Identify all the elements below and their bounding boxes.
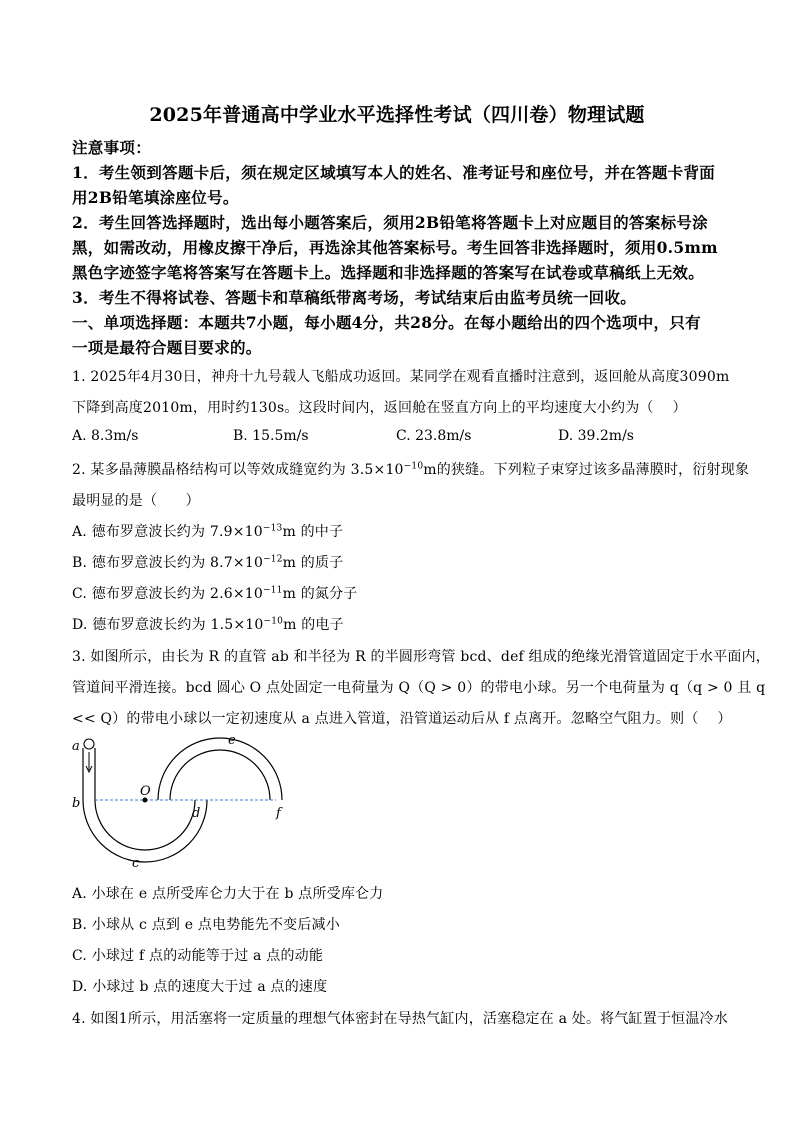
label-d: d <box>192 806 201 821</box>
q2-option-a: A. 德布罗意波长约为 $7.9\times 10^{-13}m$ 的中子 <box>72 523 344 540</box>
q4-stem: 4. 如图1所示，用活塞将一定质量的理想气体密封在导热气缸内，活塞稳定在 a 处。将气缸置于恒温冷水 <box>72 1011 728 1027</box>
pipe-diagram <box>60 728 310 870</box>
label-f: f <box>276 806 281 821</box>
q2-option-d: D. 德布罗意波长约为 $1.5\times 10^{-10}m$ 的电子 <box>72 616 344 633</box>
notice-line: 3．考生不得将试卷、答题卡和草稿纸带离考场，考试结束后由监考员统一回收。 <box>72 288 637 307</box>
q1-stem-cont: 下降到高度2010m，用时约130s。这段时间内，返回舱在竖直方向上的平均速度大小约为（ ） <box>72 400 687 416</box>
q1-option-c: C. 23.8m/s <box>396 428 472 444</box>
q1-option-a: A. 8.3m/s <box>72 428 139 444</box>
section-heading: 一、单项选择题：本题共7小题，每小题4分，共28分。在每小题给出的四个选项中，只有 <box>72 313 701 332</box>
section-heading-cont: 一项是最符合题目要求的。 <box>72 338 262 357</box>
q3-option-c: C. 小球过 f 点的动能等于过 a 点的动能 <box>72 948 324 964</box>
notice-heading: 注意事项： <box>72 138 152 157</box>
notice-line: 黑，如需改动，用橡皮擦干净后，再选涂其他答案标号。考生回答非选择题时，须用0.5mm <box>72 238 718 257</box>
notice-line: 1．考生领到答题卡后，须在规定区域填写本人的姓名、准考证号和座位号，并在答题卡背面 <box>72 163 716 182</box>
notice-line: 黑色字迹签字笔将答案写在答题卡上。选择题和非选择题的答案写在试卷或草稿纸上无效。 <box>72 263 705 282</box>
q1-option-b: B. 15.5m/s <box>233 428 309 444</box>
notice-line: 用2B铅笔填涂座位号。 <box>72 188 239 207</box>
page-title: 2025年普通高中学业水平选择性考试（四川卷）物理试题 <box>149 104 645 126</box>
label-b: b <box>72 796 81 811</box>
q3-stem: 3. 如图所示，由长为 R 的直管 ab 和半径为 R 的半圆形弯管 bcd、def 组成的绝缘光滑管道固定于水平面内， <box>72 649 770 665</box>
label-O: O <box>140 784 151 799</box>
q1-option-d: D. 39.2m/s <box>558 428 634 444</box>
q2-option-c: C. 德布罗意波长约为 $2.6\times 10^{-11}m$ 的氮分子 <box>72 585 358 602</box>
label-e: e <box>228 733 236 748</box>
q2-option-b: B. 德布罗意波长约为 $8.7\times 10^{-12}m$ 的质子 <box>72 554 344 571</box>
q2-stem-cont: 最明显的是（ ） <box>72 493 200 509</box>
q3-option-d: D. 小球过 b 点的速度大于过 a 点的速度 <box>72 979 328 995</box>
q3-stem-cont: << Q）的带电小球以一定初速度从 a 点进入管道，沿管道运动后从 f 点离开。忽略空气阻力。则（ ） <box>72 711 732 727</box>
label-c: c <box>132 856 140 870</box>
notice-line: 2．考生回答选择题时，选出每小题答案后，须用2B铅笔将答题卡上对应题目的答案标号涂 <box>72 213 708 232</box>
q1-stem: 1. 2025年4月30日，神舟十九号载人飞船成功返回。某同学在观看直播时注意到，返回舱从高度3090m <box>72 369 730 385</box>
label-a: a <box>72 739 80 754</box>
q3-stem-cont: 管道间平滑连接。bcd 圆心 O 点处固定一电荷量为 Q（Q > 0）的带电小球。另一个电荷量为 q（q > 0 且 q <box>72 680 766 696</box>
q2-stem: 2. 某多晶薄膜晶格结构可以等效成缝宽约为 $3.5\times 10^{-10}m$的狭缝。下列粒子束穿过该多晶薄膜时，衍射现象 <box>72 461 750 478</box>
q3-option-a: A. 小球在 e 点所受库仑力大于在 b 点所受库仑力 <box>72 886 384 902</box>
q3-option-b: B. 小球从 c 点到 e 点电势能先不变后减小 <box>72 917 340 933</box>
